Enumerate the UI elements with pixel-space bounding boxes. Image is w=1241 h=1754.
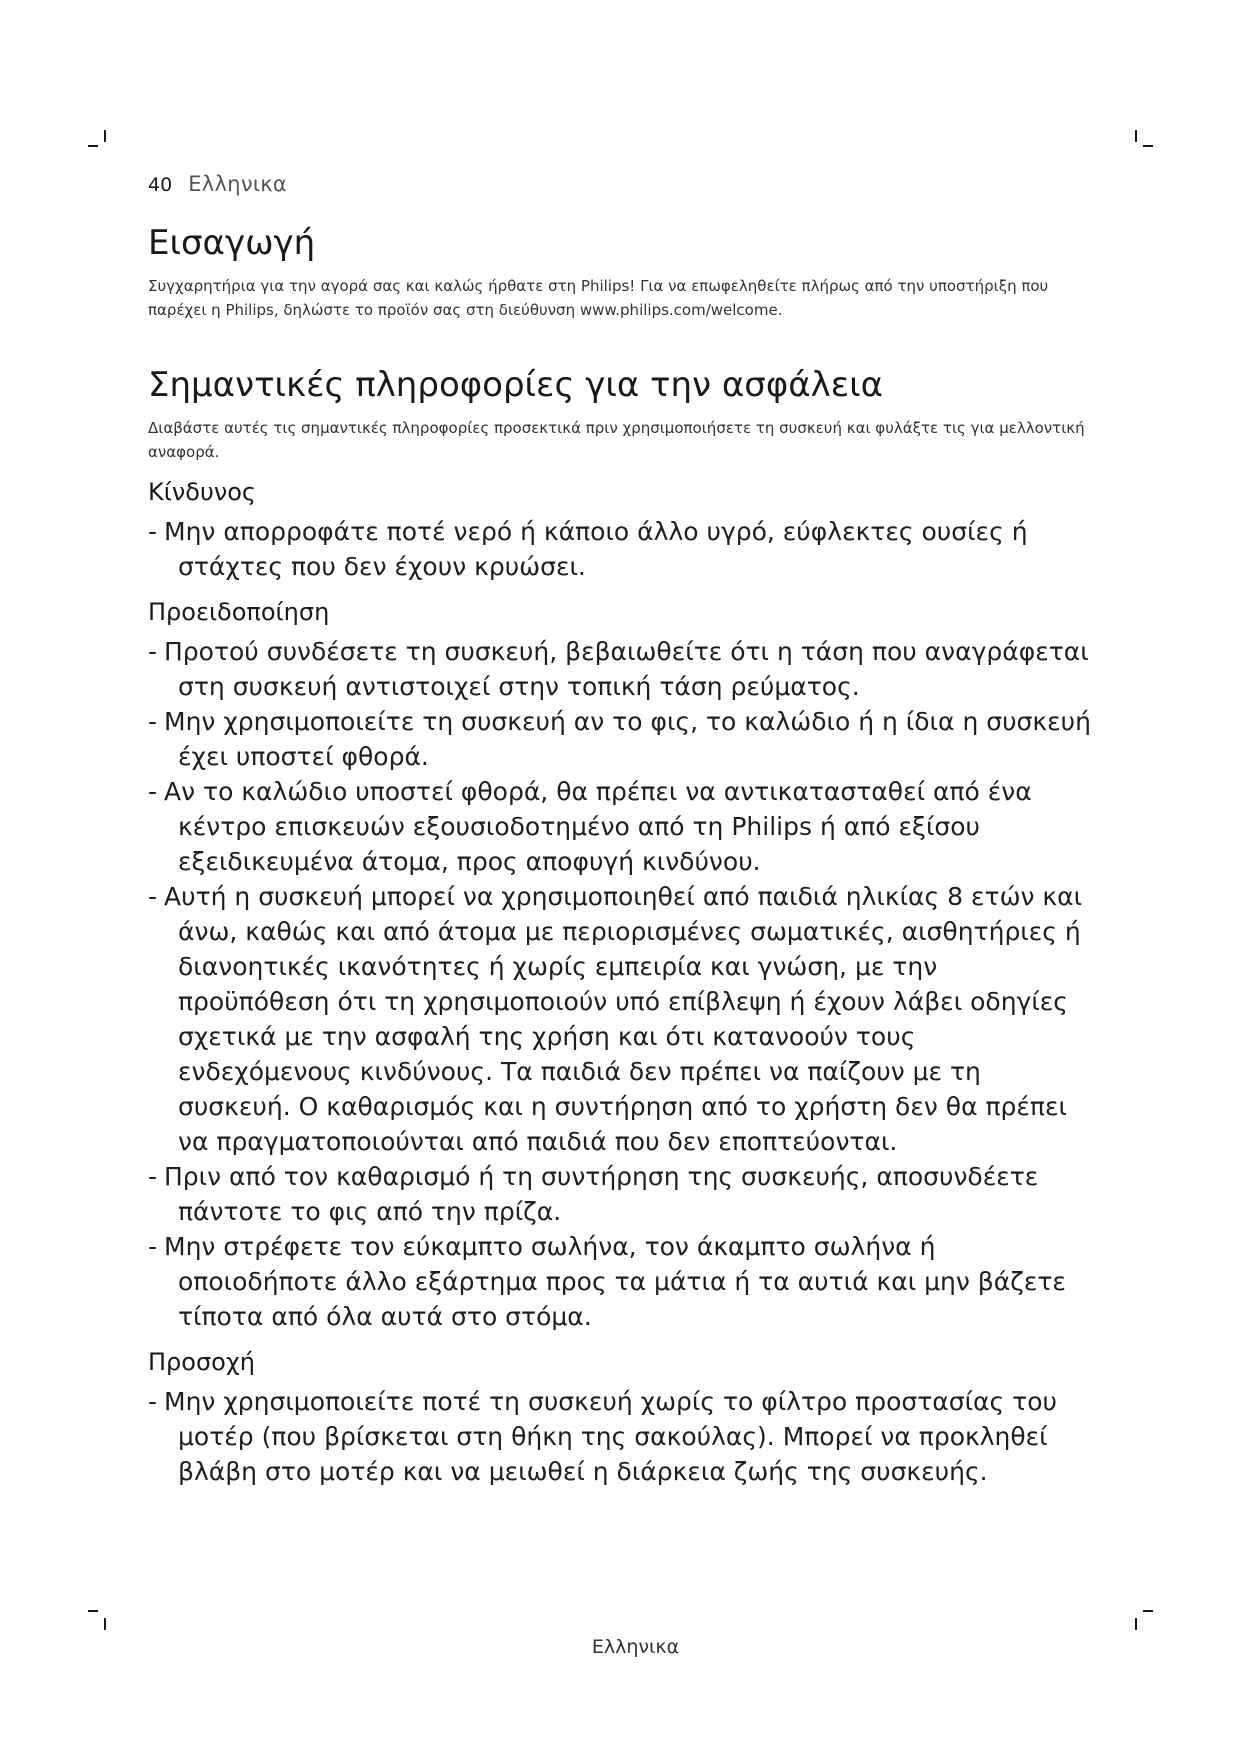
list-item (148, 514, 1093, 584)
warning-heading: Προειδοποίηση (148, 598, 330, 626)
list-item-text: Αν το καλώδιο υποστεί φθορά, θα πρέπει να αντικατασταθεί από ένα κέντρο επισκευών εξουσιοδοτημένο από τη Philips ή από εξίσου εξειδικευμένα άτομα, προς αποφυγή κινδύνου. (164, 777, 1032, 876)
list-item-text: Μην στρέφετε τον εύκαμπτο σωλήνα, τον άκαμπτο σωλήνα ή οποιοδήποτε άλλο εξάρτημα προς τα μάτια ή τα αυτιά και μην βάζετε τίποτα από όλα αυτά στο στόμα. (164, 1232, 1066, 1331)
page-header (148, 172, 287, 196)
danger-heading: Κίνδυνος (148, 478, 257, 506)
list-dash: - (148, 517, 158, 546)
list-dash: - (148, 1162, 158, 1191)
list-item (148, 1384, 1093, 1489)
list-item (148, 1229, 1093, 1334)
caution-list (148, 1384, 1093, 1489)
crop-mark-top-left-v (104, 130, 106, 142)
page-footer (0, 1636, 1241, 1658)
safety-intro-text: Διαβάστε αυτές τις σημαντικές πληροφορίες προσεκτικά πριν χρησιμοποιήσετε τη συσκευή και φυλάξτε τις για μελλοντική αναφορά. (148, 419, 1085, 461)
crop-mark-top-right-h (1143, 145, 1153, 147)
list-item-text: Μην χρησιμοποιείτε ποτέ τη συσκευή χωρίς το φίλτρο προστασίας του μοτέρ (που βρίσκεται στη θήκη της σακούλας). Μπορεί να προκληθεί βλάβη στο μοτέρ και να μειωθεί η διάρκεια ζωής της συσκευής. (164, 1387, 1057, 1486)
warning-list (148, 634, 1093, 1334)
intro-text: Συγχαρητήρια για την αγορά σας και καλώς ήρθατε στη Philips! Για να επωφεληθείτε πλήρως από την υποστήριξη που παρέχει η Philips, δηλώστε το προϊόν σας στη διεύθυνση www.philips.com/welcome. (148, 277, 1049, 319)
intro-title: Εισαγωγή (148, 223, 316, 263)
list-item-text: Πριν από τον καθαρισμό ή τη συντήρηση της συσκευής, αποσυνδέετε πάντοτε το φις από την πρίζα. (164, 1162, 1039, 1226)
crop-mark-top-left-h (88, 145, 98, 147)
list-item-text: Αυτή η συσκευή μπορεί να χρησιμοποιηθεί από παιδιά ηλικίας 8 ετών και άνω, καθώς και από άτομα με περιορισμένες σωματικές, αισθητήριες ή διανοητικές ικανότητες ή χωρίς εμπειρία και γνώση, με την προϋπόθεση ότι τη χρησιμοποιούν υπό επίβλεψη ή έχουν λάβει οδηγίες σχετικά με την ασφαλή της χρήση και ότι κατανοούν τους ενδεχόμενους κινδύνους. Τα παιδιά δεν πρέπει να παίζουν με τη συσκευή. Ο καθαρισμός και η συντήρηση από το χρήστη δεν θα πρέπει να πραγματοποιούνται από παιδιά που δεν εποπτεύονται. (164, 882, 1083, 1156)
crop-mark-bottom-left-v (104, 1618, 106, 1630)
footer-language: Ελληνικα (591, 1636, 680, 1658)
list-item (148, 1159, 1093, 1229)
list-dash: - (148, 777, 158, 806)
list-item-text: Προτού συνδέσετε τη συσκευή, βεβαιωθείτε ότι η τάση που αναγράφεται στη συσκευή αντιστοιχεί στην τοπική τάση ρεύματος. (164, 637, 1089, 701)
page-content (148, 220, 1093, 1489)
list-dash: - (148, 1232, 158, 1261)
list-dash: - (148, 707, 158, 736)
crop-mark-bottom-right-v (1135, 1618, 1137, 1630)
list-item (148, 704, 1093, 774)
page-number: 40 (148, 174, 173, 196)
safety-title: Σημαντικές πληροφορίες για την ασφάλεια (148, 365, 884, 405)
crop-mark-bottom-left-h (88, 1610, 98, 1612)
list-item (148, 774, 1093, 879)
crop-mark-top-right-v (1135, 130, 1137, 142)
list-item (148, 634, 1093, 704)
list-dash: - (148, 882, 158, 911)
list-item-text: Μην χρησιμοποιείτε τη συσκευή αν το φις, το καλώδιο ή η ίδια η συσκευή έχει υποστεί φθορά. (164, 707, 1091, 771)
list-item-text: Μην απορροφάτε ποτέ νερό ή κάποιο άλλο υγρό, εύφλεκτες ουσίες ή στάχτες που δεν έχουν κρυώσει. (164, 517, 1028, 581)
crop-mark-bottom-right-h (1143, 1610, 1153, 1612)
danger-list (148, 514, 1093, 584)
list-item (148, 879, 1093, 1159)
header-language: Ελληνικα (188, 172, 288, 196)
list-dash: - (148, 1387, 158, 1416)
caution-heading: Προσοχή (148, 1348, 255, 1376)
list-dash: - (148, 637, 158, 666)
